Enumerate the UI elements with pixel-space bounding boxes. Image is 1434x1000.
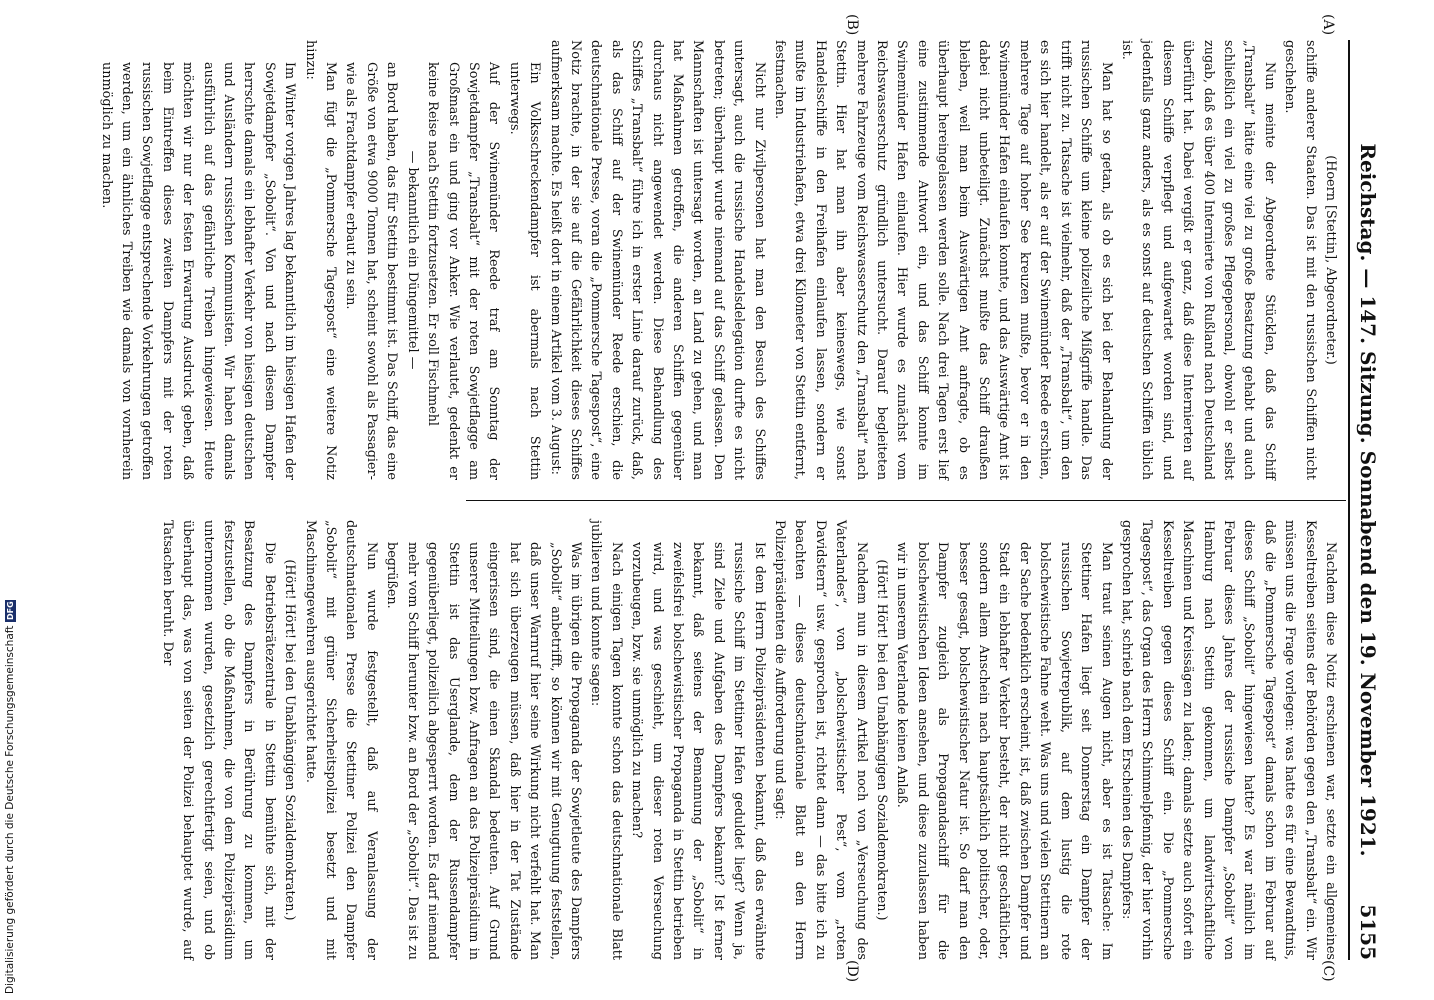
margin-marker-b: (B) xyxy=(844,14,860,36)
page-number: 5155 xyxy=(1356,904,1380,960)
margin-marker-c: (C) xyxy=(1320,960,1336,982)
interjection: (Hört! Hört! bei den Unabhängigen Sozialdemokraten.) xyxy=(282,559,298,921)
interjection: — bekanntlich ein Düngemittel — xyxy=(404,150,420,370)
paragraph: Nun wurde festgestellt, daß auf Veranlassung der deutschnationalen Presse die Stettiner Polizei den Dampfer „Sobolit“ mit grüner Sicherheitspolizei besetzt und mit Maschinengewehren ausgerichtet hatte. xyxy=(302,520,379,960)
funding-text: Digitalisierung gefördert durch die Deutsche Forschungsgemeinschaft xyxy=(4,625,16,994)
quote: an Bord haben, das für Stettin bestimmt ist. Das Schiff, das eine Größe von etwa 9000 Tonnen hat, scheint sowohl als Passagier- wie als Frachtdampfer erbaut zu sein. xyxy=(343,62,400,480)
page-header xyxy=(1348,40,1382,960)
paragraph: schiffe anderer Staaten. Das ist mit den russischen Schiffen nicht geschehen. xyxy=(1282,40,1318,480)
quote: Im Winter vorigen Jahres lag bekanntlich im hiesigen Hafen der Sowjetdampfer „Sobolit“. Von und nach diesem Dampfer herrschte damals ein lebhafter Verkehr von hiesigen deutschen und Ausländern russischen Kommunisten. Wir haben damals ausführlich auf das gefährliche Treiben hingewiesen. Heute möchten wir nur der festen Erwartung Ausdruck geben, daß beim Eintreffen dieses zweiten Dampfers mit der roten russischen Sowjetflagge entsprechende Vorkehrungen getroffen werden, um ein ähnliches Treiben wie damals von vornherein unmöglich zu machen. xyxy=(98,62,298,480)
column-divider xyxy=(466,500,1346,501)
paragraph: Nach einigen Tagen konnte schon das deutschnationale Blatt jubilieren und konnte sagen: xyxy=(588,520,624,960)
dfg-logo: DFG xyxy=(5,601,15,620)
left-column xyxy=(95,40,1340,480)
funding-note xyxy=(4,600,16,994)
paragraph: Nun meinte der Abgeordnete Stücklen, daß das Schiff „Transbalt“ hätte eine viel zu große Besatzung gehabt und auch schließlich ein viel zu großes Pflegepersonal, obwohl er selbst zugab, daß es über 400 Internierte von Rußland nach Deutschland überführt hat. Dabei vergißt er ganz, daß diese Internierten auf diesem Schiffe verpflegt und aufgewartet worden sind, und jedenfalls ganz anders, als es sonst auf deutschen Schiffen üblich ist. xyxy=(1118,40,1277,480)
document-page xyxy=(75,0,1420,1000)
paragraph: Man hat so getan, als ob es sich bei der Behandlung der russischen Schiffe um kleine polizeiliche Mißgriffe handle. Das trifft nicht zu. Tatsache ist vielmehr, daß der „Transbalt“, um den es sich hier handelt, als er auf der Swinemünder Reede erschien, mehrere Tage auf hoher See kreuzen mußte, bevor er in den Swinemünder Hafen einlaufen konnte, und das Auswärtige Amt ist dabei nicht unbeteiligt. Zunächst mußte das Schiff draußen bleiben, weil man beim Auswärtigen Amt anfragte, ob es überhaupt hereingelassen werden solle. Nach drei Tagen erst lief eine zustimmende Antwort ein, und das Schiff konnte im Swinemünder Hafen einlaufen. Hier wurde es zunächst vom Reichswasserschutz gründlich untersucht. Darauf begleiteten mehrere Fahrzeuge vom Reichswasserschutz den „Transbalt“ nach Stettin. Hier hat man ihn aber keineswegs, wie sonst Handelsschiffe in den Freihafen einlaufen lassen, sondern er mußte im Industriehafen, etwa drei Kilometer von Stettin entfernt, festmachen. xyxy=(772,40,1114,480)
paragraph: Die Betriebsrätezentrale in Stettin bemühte sich, mit der Besatzung des Dampfers in Berührung zu kommen, um festzustellen, ob die Maßnahmen, die von dem Polizeipräsidium unternommen wurden, gesetzlich gerechtfertigt seien, und ob überhaupt das, was von seiten der Polizei behauptet wurde, auf Tatsachen beruht. Der xyxy=(159,520,277,960)
paragraph: Nachdem nun in diesem Artikel noch von „Verseuchung des Vaterlandes“, von „bolschewistischer Pest“, vom „roten Davidstern“ usw. gesprochen ist, richtet dann — das bitte ich zu beachten — dieses deutschnationale Blatt an den Herrn Polizeipräsidenten die Aufforderung und sagt: xyxy=(772,520,869,960)
quote: Auf der Swinemünder Reede traf am Sonntag der Sowjetdampfer „Transbalt“ mit der roten Sowjetflagge am Großmast ein und ging vor Anker. Wie verlautet, gedenkt er keine Reise nach Stettin fortzusetzen. Er soll Fischmehl xyxy=(425,62,502,480)
paragraph: Man fügt die „Pommersche Tagespost“ eine weitere Notiz hinzu: xyxy=(302,40,339,480)
paragraph: Nachdem diese Notiz erschienen war, setzte ein allgemeines Kesseltreiben seitens der Behörden gegen den „Transbalt“ ein. Wir müssen uns die Frage vorlegen: was hatte es für eine Bewandtnis, daß die „Pommersche Tagespost“ damals schon im Februar auf dieses Schiff „Sobolit“ hingewiesen hatte? Es war nämlich im Februar dieses Jahres der russische Dampfer „Sobolit“ von Hamburg nach Stettin gekommen, um landwirtschaftliche Maschinen und Kreissägen zu laden; damals setzte auch sofort ein Kesseltreiben gegen dieses Schiff ein. Die „Pommersche Tagespost“, das Organ des Herrn Schimmelpfennig, der hier vorhin gesprochen hat, schrieb nach dem Erscheinen des Dampfers: xyxy=(1118,520,1338,960)
header-title: Reichstag. — 147. Sitzung. Sonnabend den 19. November 1921. xyxy=(1356,143,1380,857)
quote: Ein Volksschreckendampfer ist abermals nach Stettin unterwegs. xyxy=(506,62,543,480)
margin-marker-a: (A) xyxy=(1320,14,1336,36)
margin-marker-d: (D) xyxy=(844,960,860,983)
quote: Ist dem Herrn Polizeipräsidenten bekannt, daß das erwähnte russische Schiff im Stettiner Hafen geduldet liegt? Wenn ja, sind Ziele und Aufgaben des Dampfers bekannt? Ist ferner bekannt, daß seitens der Bemannung der „Sobolit“ in zweifelsfrei bolschewistischer Propaganda in Stettin betrieben wird, und was geschieht, um dieser roten Verseuchung vorzubeugen, bzw. sie unmöglich zu machen? xyxy=(629,542,767,960)
speaker-line: (Hoern [Stettin], Abgeordneter.) xyxy=(1323,155,1338,365)
right-column xyxy=(156,520,1340,960)
paragraph: Nicht nur Zivilpersonen hat man den Besuch des Schiffes untersagt, auch die russische Handelsdelegation durfte es nicht betreten; überhaupt wurde niemand auf das Schiff gelassen. Den Mannschaften ist untersagt worden, an Land zu gehen, und man hat Maßnahmen getroffen, die anderen Schiffen gegenüber durchaus nicht angewendet werden. Diese Behandlung des Schiffes „Transbalt“ führe ich in erster Linie darauf zurück, daß, als das Schiff auf der Swinemünder Reede erschien, die deutschnationale Presse, voran die „Pommersche Tagespost“, eine Notiz brachte, in der sie auf die Gefährlichkeit dieses Schiffes aufmerksam machte. Es heißt dort in einem Artikel vom 3. August: xyxy=(547,40,767,480)
quote: Was im übrigen die Propaganda der Sowjetleute des Dampfers „Sobolit“ anbetrifft, so können wir mit Genugtuung feststellen, daß unser Warnruf hier seine Wirkung nicht verfehlt hat. Man hat sich überzeugen müssen, daß hier in der Tat Zustände eingerissen sind, die einen Skandal bedeuten. Auf Grund unserer Mitteilungen bzw. Anfragen an das Polizeipräsidium in Stettin ist das Userglande, dem der Russendampfer gegenüberliegt, polizeilich abgesperrt worden. Es darf niemand mehr vom Schiff herunter bzw. an Bord der „Sobolit“. Das ist zu begrüßen. xyxy=(384,542,583,960)
quote: Man traut seinen Augen nicht, aber es ist Tatsache: Im Stettiner Hafen liegt seit Donnerstag ein Dampfer der russischen Sowjetrepublik, auf dem lustig die rote bolschewistische Fahne weht. Was uns und vielen Stettinern an der Sache bedenklich erscheint, ist, daß zwischen Dampfer und Stadt ein lebhafter Verkehr besteht, der nicht geschäftlicher, sondern allem Anschein nach hauptsächlich politischer, oder, besser gesagt, bolschewistischer Natur ist. So darf man den Dampfer zugleich als Propagandaschiff für die bolschewistischen Ideen ansehen, und diese zuzulassen haben wir in unserem Vaterlande keinen Anlaß. xyxy=(894,542,1114,960)
interjection: (Hört! Hört! bei den Unabhängigen Sozialdemokraten.) xyxy=(874,559,890,921)
